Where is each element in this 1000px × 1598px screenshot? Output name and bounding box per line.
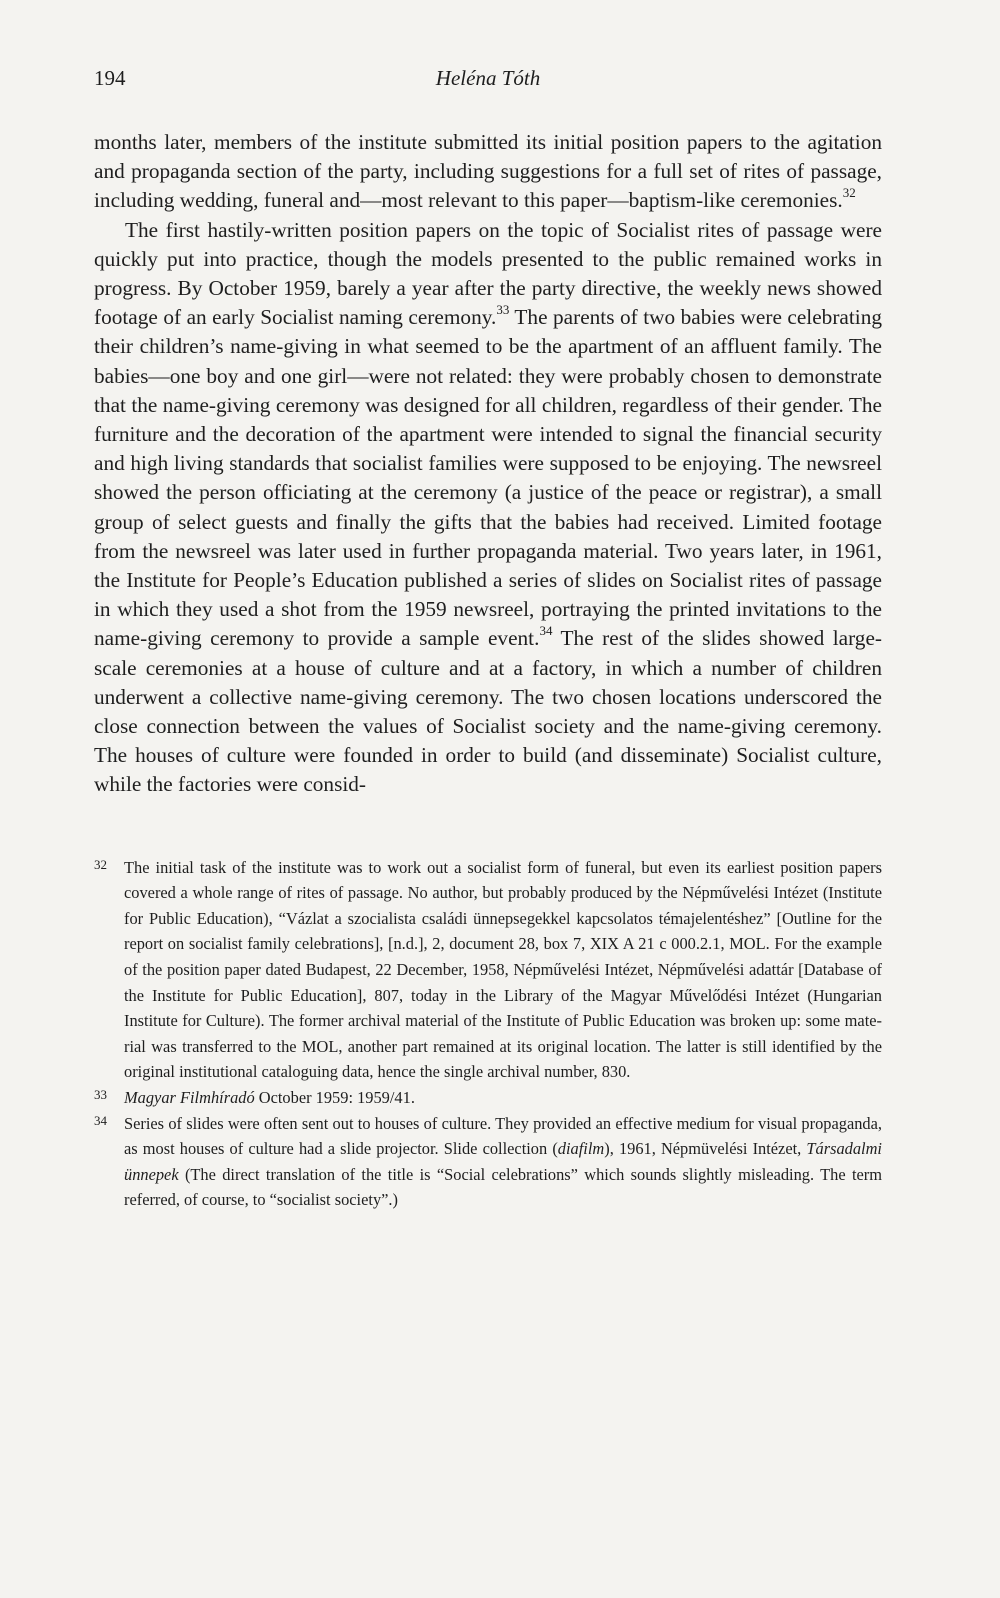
cited-title: Magyar Filmhíradó <box>124 1088 255 1108</box>
paragraph <box>94 128 882 216</box>
footnote-reference: 32 <box>842 185 856 201</box>
footnote-text <box>124 1088 415 1107</box>
page-number: 194 <box>94 66 126 90</box>
footnote <box>94 1085 882 1111</box>
main-text <box>94 128 882 800</box>
footnote-text <box>124 1114 882 1210</box>
footnote-number: 32 <box>94 856 107 872</box>
paragraph-text: months later, members of the institute submitted its initial position papers to the agitation and propaganda section of the party, including suggestions for a full set of rites of passage, including wedding, funeral and—most relevant to this paper—baptism-like ceremonies. <box>94 130 882 213</box>
cited-title: Társadalmi ünnepek <box>124 1139 882 1184</box>
footnote-number: 34 <box>94 1112 107 1128</box>
footnote-text-part: (The direct translation of the title is “Social celebrations” which sounds slightly misleading. The term referred, of course, to “socialist society”.) <box>124 1164 882 1210</box>
running-header <box>94 66 882 100</box>
footnote <box>94 855 882 1085</box>
footnote-text-part: Series of slides were often sent out to houses of culture. They provided an effective medium for visual propaganda, as most houses of culture had a slide projector. Slide collection ( <box>124 1113 882 1159</box>
footnote-text: The initial task of the institute was to work out a socialist form of funeral, but even its earliest position papers covered a whole range of rites of passage. No author, but probably produced by the Népművelési Intézet (Institute for Public Education), “Vázlat a szocialista családi ünnepsegekkel kapcsolatos témajelentéshez” [Outline for the report on socialist family celebrations], [n.d.], 2, document 28, box 7, XIX A 21 c 000.2.1, MOL. For the example of the position paper dated Budapest, 22 December, 1958, Népművelési Intézet, Népművelési adattár [Database of the Institute for Public Education], 807, today in the Library of the Magyar Művelődési Intézet (Hungarian Institute for Culture). The former archival material of the Institute of Public Education was broken up: some material was transferred to the MOL, another part remained at its original location. The latter is still identified by the original institutional cataloguing data, hence the single archival number, 830. <box>124 857 882 1082</box>
footnote-reference: 33 <box>496 302 510 318</box>
paragraph-text: The parents of two babies were celebrating their children’s name-giving in what seemed to be the apartment of an affluent family. The babies—one boy and one girl—were not related: they were probably chosen to demonstrate that the name-giving ceremony was designed for all children, regardless of their gender. The furniture and the decoration of the apartment were intended to signal the financial security and high living standards that socialist families were supposed to be enjoying. The newsreel showed the person officiating at the ceremony (a justice of the peace or registrar), a small group of select guests and finally the gifts that the babies had received. Limited footage from the newsreel was later used in further propaganda material. Two years later, in 1961, the Institute for People’s Education published a series of slides on Socialist rites of passage in which they used a shot from the 1959 newsreel, portraying the printed invitations to the name-giving ceremony to provide a sample event. <box>94 305 882 651</box>
paragraph <box>94 216 882 800</box>
paragraph-text: The rest of the slides showed large-scale ceremonies at a house of culture and at a factory, in which a number of children underwent a collective name-giving ceremony. The two chosen locations underscored the close connection between the values of Socialist society and the name-giving ceremony. The houses of culture were founded in order to build (and disseminate) Socialist culture, while the factories were consid- <box>94 626 882 797</box>
footnote <box>94 1111 882 1213</box>
footnote-reference: 34 <box>539 623 553 639</box>
italic-term: diafilm <box>557 1139 605 1159</box>
footnotes <box>94 855 882 1213</box>
footnote-text-part: ), 1961, Népmüvelési Intézet, <box>604 1139 807 1159</box>
paragraph-text: The first hastily-written position papers on the topic of Socialist rites of passage were quickly put into practice, though the models presented to the public remained works in progress. By October 1959, barely a year after the party directive, the weekly news showed footage of an early Socialist naming ceremony. <box>94 217 882 330</box>
footnote-text-part: October 1959: 1959/41. <box>254 1088 415 1108</box>
running-title: Heléna Tóth <box>435 66 541 90</box>
book-page <box>94 66 882 1213</box>
footnote-number: 33 <box>94 1087 107 1103</box>
